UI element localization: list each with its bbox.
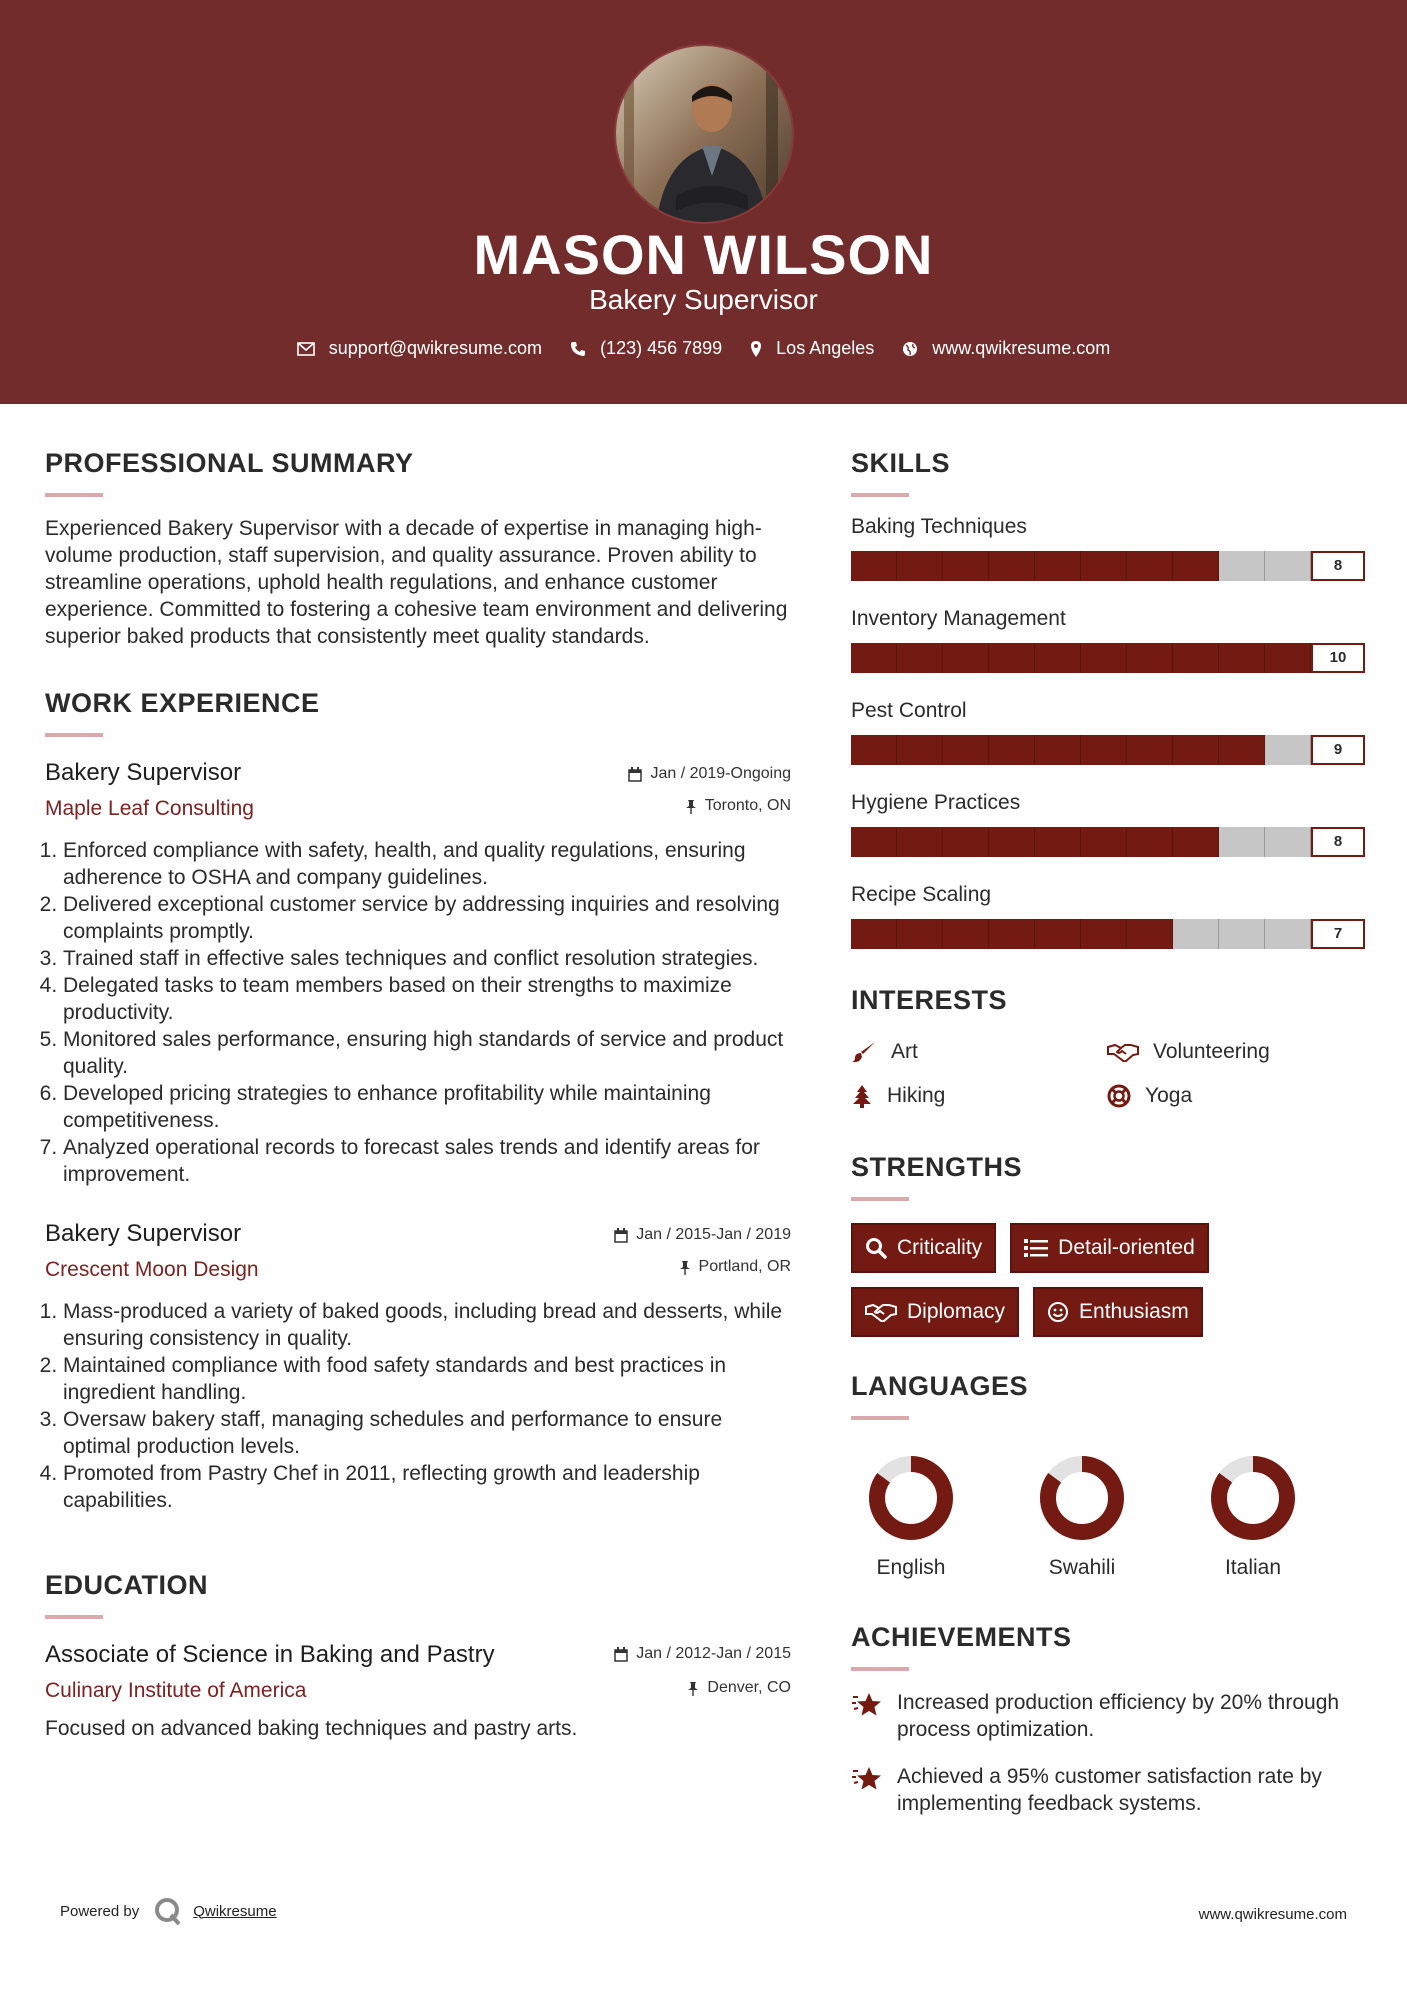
skill-bar (851, 827, 1365, 857)
achievement-text: Increased production efficiency by 20% through process optimization. (897, 1691, 1340, 1741)
job-company: Maple Leaf Consulting (45, 797, 254, 820)
skill-name: Inventory Management (851, 607, 1066, 630)
phone-icon (570, 341, 586, 357)
achievement-text: Achieved a 95% customer satisfaction rate by implementing feedback systems. (897, 1765, 1322, 1815)
job-date (614, 1226, 791, 1244)
contact-website-text: www.qwikresume.com (932, 338, 1111, 358)
achievement-item (851, 1689, 1366, 1743)
interest-item (1107, 1084, 1363, 1108)
duty-item: 4. Promoted from Pastry Chef in 2011, reflecting growth and leadership capabilities. (63, 1460, 791, 1514)
candidate-title: Bakery Supervisor (589, 284, 818, 315)
education-location (687, 1679, 791, 1697)
skill-name: Recipe Scaling (851, 883, 992, 906)
interest-label: Volunteering (1153, 1040, 1270, 1063)
duty-item: 1. Enforced compliance with safety, health, and quality regulations, ensuring adherence to OSHA and company guidelines. (63, 837, 791, 891)
strengths-heading: STRENGTHS (851, 1152, 1023, 1182)
skill-bar (851, 735, 1365, 765)
section-underline (45, 1615, 103, 1619)
skills-heading: SKILLS (851, 448, 951, 478)
powered-by-text: Powered by (60, 1902, 140, 1920)
job-entry (45, 759, 791, 1188)
skills-list (851, 515, 1366, 949)
interest-item (1107, 1040, 1363, 1064)
skill-bar (851, 919, 1365, 949)
skill-bar (851, 551, 1365, 581)
job-entry (45, 1220, 791, 1514)
left-column (45, 404, 791, 1742)
education-section (45, 1570, 791, 1742)
interest-label: Art (891, 1040, 918, 1063)
duty-item: 2. Delivered exceptional customer service by addressing inquiries and resolving complaints promptly. (63, 891, 791, 945)
degree-title: Associate of Science in Baking and Pastry (45, 1641, 495, 1668)
map-pin-icon (750, 340, 762, 358)
calendar-icon (614, 1228, 628, 1243)
skill-score: 7 (1311, 919, 1365, 949)
section-underline (851, 1667, 909, 1671)
footer-powered-by (60, 1896, 277, 1926)
profile-photo-image (616, 46, 794, 224)
calendar-icon (614, 1647, 628, 1662)
handshake-icon (1107, 1042, 1139, 1062)
contact-email-text: support@qwikresume.com (328, 338, 543, 358)
job-date-text: Jan / 2015-Jan / 2019 (636, 1226, 791, 1243)
skill-fill (851, 551, 1219, 581)
education-description: Focused on advanced baking techniques and pastry arts. (45, 1717, 578, 1740)
lifebuoy-icon (1107, 1084, 1131, 1108)
envelope-icon (297, 342, 315, 356)
skill-fill (851, 735, 1265, 765)
profile-photo (614, 44, 794, 224)
brand-link[interactable]: Qwikresume (193, 1902, 277, 1920)
skills-section (851, 448, 1366, 949)
language-item (851, 1454, 1022, 1580)
strength-label: Criticality (897, 1236, 983, 1259)
skill-score: 10 (1311, 643, 1365, 673)
skill-item (851, 883, 1366, 949)
skill-item (851, 791, 1366, 857)
education-location-text: Denver, CO (707, 1679, 791, 1696)
job-date (628, 765, 791, 783)
strength-badge (1033, 1287, 1203, 1337)
interest-item (851, 1084, 1107, 1108)
strength-label: Detail-oriented (1058, 1236, 1195, 1259)
job-title: Bakery Supervisor (45, 1220, 242, 1247)
job-location-text: Toronto, ON (704, 797, 791, 814)
job-date-text: Jan / 2019-Ongoing (650, 765, 791, 782)
language-name: Swahili (1048, 1556, 1116, 1579)
handshake-icon (865, 1302, 897, 1322)
interest-item (851, 1040, 1107, 1064)
globe-icon (902, 341, 918, 357)
language-level-donut (867, 1454, 955, 1542)
language-item (1022, 1454, 1193, 1580)
strength-badge (851, 1287, 1019, 1337)
search-icon (865, 1237, 887, 1259)
languages-list (851, 1454, 1366, 1580)
interests-grid (851, 1040, 1366, 1108)
pushpin-icon (685, 799, 697, 814)
skill-fill (851, 919, 1173, 949)
strength-label: Diplomacy (907, 1300, 1006, 1323)
contact-website[interactable] (902, 338, 1110, 359)
education-entry (45, 1641, 791, 1742)
strength-badge (1010, 1223, 1209, 1273)
contact-email[interactable] (297, 338, 542, 359)
experience-heading: WORK EXPERIENCE (45, 688, 320, 718)
section-underline (45, 493, 103, 497)
section-underline (851, 1416, 909, 1420)
contact-location (750, 338, 874, 359)
language-level-donut (1209, 1454, 1297, 1542)
resume-header (0, 0, 1407, 404)
language-name: English (876, 1556, 946, 1579)
paintbrush-icon (851, 1041, 877, 1063)
contact-phone-text: (123) 456 7899 (600, 338, 723, 358)
job-location (685, 797, 791, 815)
job-location-text: Portland, OR (698, 1258, 791, 1275)
section-underline (851, 1197, 909, 1201)
strengths-section (851, 1152, 1366, 1337)
tree-icon (851, 1084, 873, 1108)
experience-section (45, 688, 791, 1514)
star-trophy-icon (851, 1765, 887, 1793)
achievements-heading: ACHIEVEMENTS (851, 1622, 1072, 1652)
list-icon (1024, 1238, 1048, 1258)
education-date-text: Jan / 2012-Jan / 2015 (636, 1645, 791, 1662)
school-name: Culinary Institute of America (45, 1679, 307, 1702)
duty-item: 3. Trained staff in effective sales techniques and conflict resolution strategies. (63, 945, 791, 972)
section-underline (851, 493, 909, 497)
contact-bar (0, 338, 1407, 359)
skill-fill (851, 827, 1219, 857)
job-title: Bakery Supervisor (45, 759, 242, 786)
job-duties (45, 1298, 791, 1514)
languages-section (851, 1371, 1366, 1580)
education-heading: EDUCATION (45, 1570, 208, 1600)
achievements-section (851, 1622, 1366, 1817)
achievement-item (851, 1763, 1366, 1817)
duty-item: 6. Developed pricing strategies to enhance profitability while maintaining competitiveness. (63, 1080, 791, 1134)
star-trophy-icon (851, 1691, 887, 1719)
language-item (1193, 1454, 1364, 1580)
interest-label: Hiking (887, 1084, 946, 1107)
language-name: Italian (1224, 1556, 1282, 1579)
skill-name: Hygiene Practices (851, 791, 1021, 814)
summary-section (45, 448, 791, 650)
skill-item (851, 515, 1366, 581)
pushpin-icon (687, 1681, 699, 1696)
strength-badge (851, 1223, 996, 1273)
strength-label: Enthusiasm (1079, 1300, 1189, 1323)
candidate-name: MASON WILSON (473, 223, 934, 286)
skill-name: Pest Control (851, 699, 967, 722)
summary-heading: PROFESSIONAL SUMMARY (45, 448, 414, 478)
section-underline (45, 733, 103, 737)
job-company: Crescent Moon Design (45, 1258, 259, 1281)
duty-item: 7. Analyzed operational records to forecast sales trends and identify areas for improvement. (63, 1134, 791, 1188)
right-column (851, 404, 1366, 1817)
duty-item: 5. Monitored sales performance, ensuring high standards of service and product quality. (63, 1026, 791, 1080)
contact-phone[interactable] (570, 338, 722, 359)
languages-heading: LANGUAGES (851, 1371, 1029, 1401)
strengths-list (851, 1223, 1351, 1337)
duty-item: 1. Mass-produced a variety of baked goods, including bread and desserts, while ensuring consistency in quality. (63, 1298, 791, 1352)
pushpin-icon (679, 1260, 691, 1275)
job-location (679, 1258, 791, 1276)
interest-label: Yoga (1145, 1084, 1193, 1107)
duty-item: 3. Oversaw bakery staff, managing schedules and performance to ensure optimal production levels. (63, 1406, 791, 1460)
skill-item (851, 699, 1366, 765)
smile-icon (1047, 1301, 1069, 1323)
duty-item: 2. Maintained compliance with food safety standards and best practices in ingredient handling. (63, 1352, 791, 1406)
skill-bar (851, 643, 1365, 673)
summary-text: Experienced Bakery Supervisor with a decade of expertise in managing high-volume production, staff supervision, and quality assurance. Proven ability to streamline operations, uphold health regulations, and enhance customer experience. Committed to fostering a cohesive team environment and delivering superior baked products that consistently meet quality standards. (45, 517, 788, 648)
skill-score: 8 (1311, 551, 1365, 581)
language-level-donut (1038, 1454, 1126, 1542)
education-date (614, 1645, 791, 1663)
duty-item: 4. Delegated tasks to team members based on their strengths to maximize productivity. (63, 972, 791, 1026)
skill-score: 8 (1311, 827, 1365, 857)
skill-score: 9 (1311, 735, 1365, 765)
calendar-icon (628, 767, 642, 782)
footer-url[interactable]: www.qwikresume.com (1198, 1906, 1347, 1923)
job-duties (45, 837, 791, 1188)
qwikresume-logo-icon (153, 1896, 183, 1926)
interests-section (851, 985, 1366, 1108)
skill-item (851, 607, 1366, 673)
skill-name: Baking Techniques (851, 515, 1027, 538)
interests-heading: INTERESTS (851, 985, 1008, 1015)
skill-fill (851, 643, 1311, 673)
contact-location-text: Los Angeles (776, 338, 875, 358)
